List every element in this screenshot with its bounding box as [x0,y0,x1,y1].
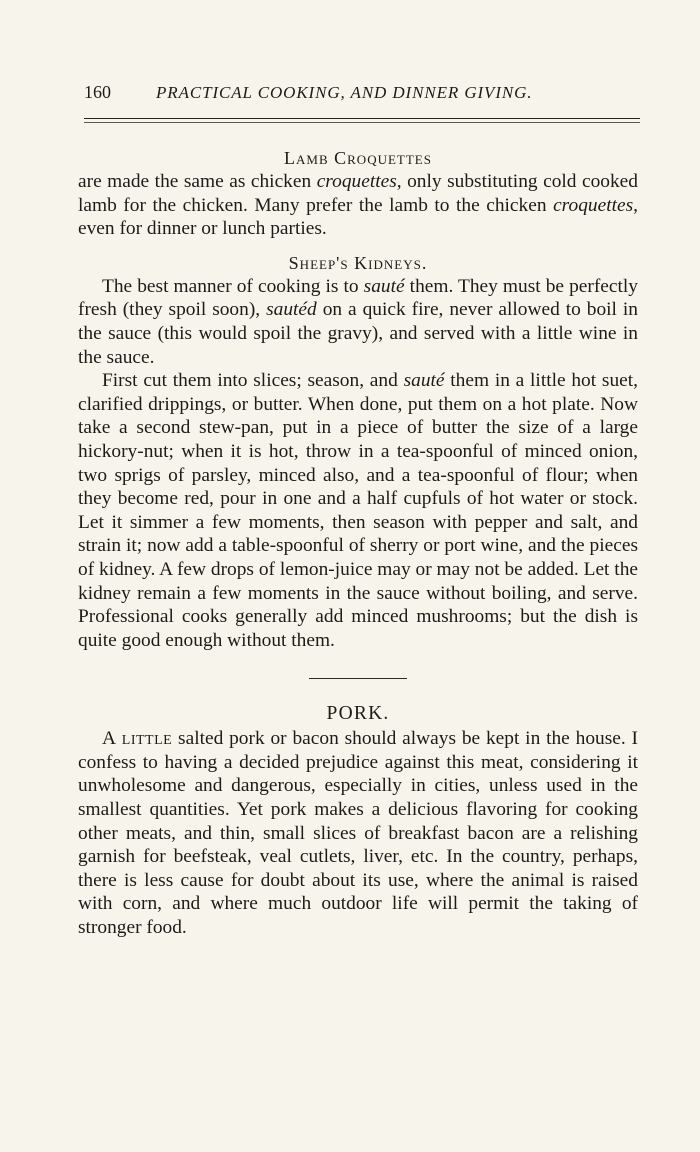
lead-in: A little [102,728,173,750]
book-title: PRACTICAL COOKING, AND DINNER GIVING. [156,83,533,102]
header-rule-thin [84,122,640,123]
text-run: them in a little hot suet, clarified drippings, or butter. When done, put them on a hot plate. Now take a second stew-pan, put in a piece of butter the size of a large hickory-nut; when it is hot, throw in a tea-spoonful of minced onion, two sprigs of parsley, minced also, and a tea-spoonful of flour; when they become red, pour in one and a half cupfuls of hot water or stock. Let it simmer a few moments, then season with pepper and salt, and strain it; now add a table-spoonful of sherry or port wine, and the pieces of kidney. A few drops of lemon-juice may or may not be added. Let the kidney remain a few moments in the sauce without boiling, and serve. Professional cooks generally add minced mushrooms; but the dish is quite good enough without them. [78,370,638,651]
italic-term: croquettes [553,194,634,216]
italic-term: croquettes [316,171,397,192]
text-run: on a quick fire, never allowed to boil in the sauce (this would spoil the gravy), and served with a little wine in the sauce. [78,299,638,368]
italic-term: sauté [363,275,405,297]
text-run: The best manner of cooking is to [102,275,364,297]
pork-heading: PORK. [326,703,390,725]
spacer [78,241,638,251]
section-divider [309,678,407,679]
pork-paragraph [78,727,638,939]
page-body [78,146,638,940]
text-run: , only substituting cold cooked lamb for the chicken. Many prefer the lamb to the chicken [78,171,638,216]
italic-term: sautéd [266,299,317,321]
running-head [84,82,640,106]
text-run: them. They must be perfectly fresh (they spoil soon), [78,275,638,321]
lamb-croquettes-heading: Lamb Croquettes [284,148,432,168]
kidneys-paragraph-2 [78,369,638,652]
kidneys-paragraph-1 [78,275,638,369]
text-run: are made the same as chicken [78,171,317,192]
text-run: salted pork or bacon should always be kept in the house. I confess to having a decided prejudice against this meat, considering it unwholesome and dangerous, especially in cities, unless used in the smallest quantities. Yet pork makes a delicious flavoring for cooking other meats, and thin, small slices of breakfast bacon are a relishing garnish for beefsteak, veal cutlets, liver, etc. In the country, perhaps, there is less cause for doubt about its use, where the animal is raised with corn, and where much outdoor life will permit the taking of stronger food. [78,728,639,939]
text-run: First cut them into slices; season, and [102,370,404,392]
header-rule [84,118,640,119]
lamb-croquettes-paragraph [78,170,638,241]
text-run: , even for dinner or lunch parties. [78,194,638,240]
italic-term: sauté [403,370,445,392]
sheeps-kidneys-heading: Sheep's Kidneys. [288,252,428,273]
page-number: 160 [84,82,111,102]
